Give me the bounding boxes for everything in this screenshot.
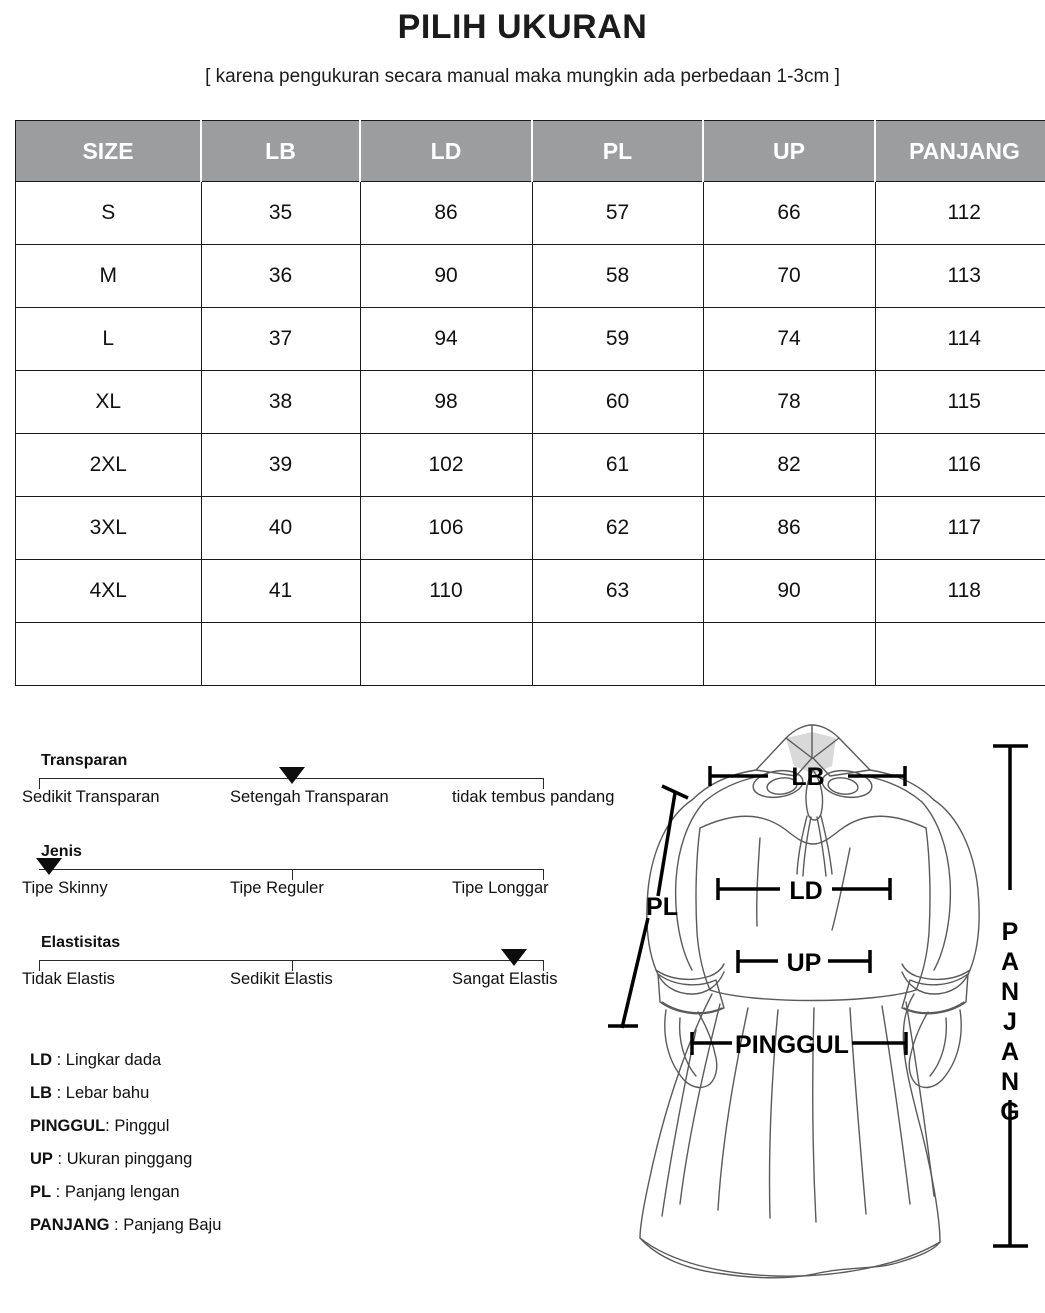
cell-pl: 61 [532, 434, 703, 497]
svg-text:N: N [1000, 978, 1020, 1006]
page-subtitle: [ karena pengukuran secara manual maka mungkin ada perbedaan 1-3cm ] [205, 66, 840, 87]
scale-elastisitas [22, 934, 622, 996]
scale-title-elastisitas: Elastisitas [41, 934, 121, 951]
scale-label-end: tidak tembus pandang [452, 788, 615, 806]
page-title: PILIH UKURAN [397, 8, 648, 46]
cell-ld: 102 [360, 434, 532, 497]
svg-text:A: A [1000, 1038, 1020, 1066]
cell-pl [532, 623, 703, 686]
cell-pl: 59 [532, 308, 703, 371]
label-pinggul: PINGGUL [735, 1031, 849, 1059]
cell-pl: 60 [532, 371, 703, 434]
cell-up: 78 [703, 371, 875, 434]
legend-item-pl [30, 1176, 450, 1209]
cell-pl: 62 [532, 497, 703, 560]
legend-sep: : [52, 1084, 66, 1102]
cell-panjang: 116 [875, 434, 1045, 497]
skirt-fold-7 [906, 1002, 934, 1196]
column-header-size: SIZE [16, 121, 202, 182]
cell-pl: 63 [532, 560, 703, 623]
cell-lb: 41 [201, 560, 360, 623]
label-ld: LD [789, 877, 823, 905]
legend-abbr: LB [30, 1084, 52, 1102]
cell-up: 86 [703, 497, 875, 560]
measurement-legend [30, 1044, 450, 1242]
fabric-property-scales [22, 752, 622, 1025]
scale-label-mid: Setengah Transparan [230, 788, 389, 806]
skirt-hem-right [724, 1242, 940, 1278]
cell-panjang: 114 [875, 308, 1045, 371]
waist-seam [710, 990, 916, 1001]
cell-up: 90 [703, 560, 875, 623]
scale-marker-elastisitas[interactable] [501, 949, 527, 966]
legend-sep: : [109, 1216, 124, 1234]
cell-ld: 90 [360, 245, 532, 308]
table-row [16, 497, 1045, 560]
cell-panjang: 118 [875, 560, 1045, 623]
cell-ld: 110 [360, 560, 532, 623]
bodice-left [696, 828, 710, 990]
scale-track-elastisitas[interactable] [39, 960, 544, 961]
label-panjang [1000, 918, 1019, 1126]
scale-label-start: Tidak Elastis [22, 970, 115, 988]
label-lb: LB [791, 763, 825, 791]
scale-label-start: Sedikit Transparan [22, 788, 160, 806]
scale-label-mid: Sedikit Elastis [230, 970, 333, 988]
cell-lb: 38 [201, 371, 360, 434]
sleeve-right-tie-fold [930, 1018, 946, 1076]
cell-lb: 37 [201, 308, 360, 371]
dress-illustration [600, 718, 1045, 1313]
scale-label-start: Tipe Skinny [22, 879, 108, 897]
column-header-lb: LB [201, 121, 360, 182]
scale-jenis [22, 843, 622, 905]
cell-panjang: 117 [875, 497, 1045, 560]
table-row [16, 434, 1045, 497]
legend-text: Lebar bahu [65, 1084, 150, 1102]
table-row [16, 371, 1045, 434]
cell-up: 66 [703, 182, 875, 245]
svg-text:G: G [1000, 1098, 1020, 1126]
table-row [16, 245, 1045, 308]
cell-up [703, 623, 875, 686]
cell-lb [201, 623, 360, 686]
cell-lb: 40 [201, 497, 360, 560]
scale-labels-elastisitas [22, 970, 622, 994]
legend-abbr: PL [30, 1183, 52, 1201]
table-row-empty [16, 623, 1045, 686]
scale-marker-jenis[interactable] [36, 858, 62, 875]
cell-size: L [16, 308, 202, 371]
pl-line-lower [622, 918, 648, 1028]
legend-item-lb [30, 1077, 450, 1110]
cell-lb: 36 [201, 245, 360, 308]
skirt-fold-1 [680, 1004, 720, 1204]
scale-label-mid: Tipe Reguler [230, 879, 324, 897]
cell-size: 3XL [16, 497, 202, 560]
legend-abbr: UP [30, 1150, 53, 1168]
size-chart-table [15, 120, 1045, 686]
cell-up: 70 [703, 245, 875, 308]
cell-lb: 39 [201, 434, 360, 497]
legend-item-up [30, 1143, 450, 1176]
legend-item-panjang [30, 1209, 450, 1242]
scale-title-jenis: Jenis [41, 843, 82, 860]
cell-lb: 35 [201, 182, 360, 245]
legend-abbr: PANJANG [30, 1216, 110, 1234]
svg-text:A: A [1000, 948, 1020, 976]
legend-text: Lingkar dada [65, 1051, 162, 1069]
scale-title-transparan: Transparan [41, 752, 128, 769]
cell-panjang [875, 623, 1045, 686]
legend-sep: : [52, 1051, 66, 1069]
cell-ld: 94 [360, 308, 532, 371]
sleeve-right-cuff-edge [904, 1002, 964, 1013]
legend-sep: : [105, 1117, 115, 1135]
shoulder-seam-right [866, 776, 922, 802]
cell-ld [360, 623, 532, 686]
shoulder-seam-left [704, 776, 760, 802]
legend-sep: : [52, 1150, 67, 1168]
cell-panjang: 115 [875, 371, 1045, 434]
cell-pl: 58 [532, 245, 703, 308]
cell-panjang: 112 [875, 182, 1045, 245]
svg-text:N: N [1000, 1068, 1020, 1096]
bodice-right [916, 828, 930, 990]
cell-size: XL [16, 371, 202, 434]
legend-item-pinggul [30, 1110, 450, 1143]
scale-track-jenis[interactable] [39, 869, 544, 870]
drape-line-1 [757, 838, 760, 926]
scale-marker-transparan[interactable] [279, 767, 305, 784]
column-header-ld: LD [360, 121, 532, 182]
legend-item-ld [30, 1044, 450, 1077]
table-row [16, 308, 1045, 371]
cell-size: 4XL [16, 560, 202, 623]
dress-diagram-svg [600, 718, 1045, 1313]
cell-size: S [16, 182, 202, 245]
table-header-row [16, 121, 1045, 182]
cell-ld: 98 [360, 371, 532, 434]
legend-abbr: LD [30, 1051, 52, 1069]
cell-size: M [16, 245, 202, 308]
legend-text: Panjang Baju [123, 1216, 222, 1234]
scale-transparan [22, 752, 622, 814]
sleeve-left-cuff-edge [662, 1002, 722, 1013]
cell-ld: 86 [360, 182, 532, 245]
cell-ld: 106 [360, 497, 532, 560]
skirt-panel-left [662, 1030, 696, 1216]
svg-text:P: P [1001, 918, 1019, 946]
scale-label-end: Sangat Elastis [452, 970, 558, 988]
column-header-pl: PL [532, 121, 703, 182]
column-header-panjang: PANJANG [875, 121, 1045, 182]
cell-size [16, 623, 202, 686]
scale-labels-jenis [22, 879, 622, 903]
legend-text: Panjang lengan [64, 1183, 180, 1201]
table-row [16, 182, 1045, 245]
scale-label-end: Tipe Longgar [452, 879, 549, 897]
legend-text: Ukuran pinggang [66, 1150, 193, 1168]
cell-size: 2XL [16, 434, 202, 497]
sleeve-right-outer [902, 800, 979, 994]
cell-panjang: 113 [875, 245, 1045, 308]
svg-text:J: J [1003, 1008, 1017, 1036]
cell-up: 74 [703, 308, 875, 371]
column-header-up: UP [703, 121, 875, 182]
cell-up: 82 [703, 434, 875, 497]
bow-tail-right-2 [817, 817, 826, 876]
sleeve-left-inner [676, 802, 704, 970]
label-pl: PL [646, 893, 678, 921]
legend-sep: : [51, 1183, 65, 1201]
scale-track-transparan[interactable] [39, 778, 544, 779]
legend-text: Pinggul [114, 1117, 170, 1135]
skirt-fold-5 [850, 1008, 866, 1214]
label-up: UP [786, 949, 822, 977]
cell-pl: 57 [532, 182, 703, 245]
scale-labels-transparan [22, 788, 622, 812]
legend-abbr: PINGGUL [30, 1117, 106, 1135]
pl-line-upper [658, 793, 675, 896]
table-row [16, 560, 1045, 623]
sleeve-right-inner [922, 802, 950, 970]
